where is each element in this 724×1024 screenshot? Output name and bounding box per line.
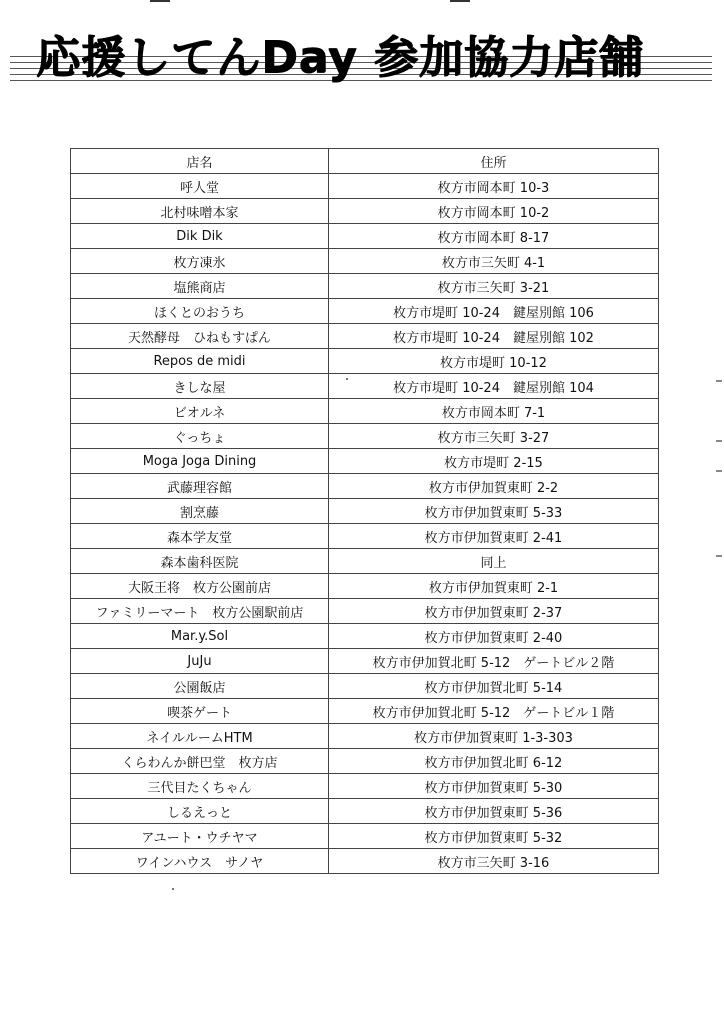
store-name-cell: 森本歯科医院 xyxy=(71,549,329,574)
store-address-cell: 枚方市伊加賀東町 2-41 xyxy=(329,524,659,549)
table-row xyxy=(71,224,659,249)
store-name-cell: 割烹藤 xyxy=(71,499,329,524)
store-address-cell: 枚方市伊加賀東町 1-3-303 xyxy=(329,724,659,749)
store-address-cell: 枚方市伊加賀北町 5-14 xyxy=(329,674,659,699)
table-row xyxy=(71,849,659,874)
scan-mark xyxy=(450,0,470,2)
table-row xyxy=(71,524,659,549)
table-row xyxy=(71,174,659,199)
store-name-cell: アユート・ウチヤマ xyxy=(71,824,329,849)
table-row xyxy=(71,349,659,374)
table-row xyxy=(71,274,659,299)
store-address-cell: 枚方市伊加賀北町 5-12 ゲートビル２階 xyxy=(329,649,659,674)
store-address-cell: 枚方市伊加賀東町 5-32 xyxy=(329,824,659,849)
store-address-cell: 枚方市伊加賀東町 2-40 xyxy=(329,624,659,649)
store-name-cell: しるえっと xyxy=(71,799,329,824)
store-address-cell: 枚方市伊加賀北町 6-12 xyxy=(329,749,659,774)
store-name-cell: JuJu xyxy=(71,649,329,674)
store-address-cell: 枚方市三矢町 4-1 xyxy=(329,249,659,274)
table-row xyxy=(71,724,659,749)
store-name-cell: ぐっちょ xyxy=(71,424,329,449)
scan-mark xyxy=(150,0,170,2)
store-name-cell: ワインハウス サノヤ xyxy=(71,849,329,874)
store-address-cell: 枚方市堤町 10-12 xyxy=(329,349,659,374)
store-name-cell: Dik Dik xyxy=(71,224,329,249)
table-row xyxy=(71,624,659,649)
table-row xyxy=(71,824,659,849)
store-address-cell: 枚方市堤町 10-24 鍵屋別館 102 xyxy=(329,324,659,349)
store-name-cell: ファミリーマート 枚方公園駅前店 xyxy=(71,599,329,624)
store-address-cell: 枚方市三矢町 3-16 xyxy=(329,849,659,874)
table-header-row xyxy=(71,149,659,174)
store-name-cell: ビオルネ xyxy=(71,399,329,424)
store-address-cell: 枚方市堤町 10-24 鍵屋別館 104 xyxy=(329,374,659,399)
store-name-cell: ネイルルームHTM xyxy=(71,724,329,749)
scan-mark xyxy=(716,380,722,382)
table-row xyxy=(71,474,659,499)
table-row xyxy=(71,599,659,624)
store-address-cell: 枚方市伊加賀東町 2-1 xyxy=(329,574,659,599)
store-name-cell: 三代目たくちゃん xyxy=(71,774,329,799)
table-row xyxy=(71,674,659,699)
store-name-cell: 北村味噌本家 xyxy=(71,199,329,224)
store-name-cell: くらわんか餅巴堂 枚方店 xyxy=(71,749,329,774)
title-area xyxy=(0,0,724,100)
page-title: 応援してんDay 参加協力店舗 xyxy=(36,32,644,83)
store-address-cell: 枚方市岡本町 10-3 xyxy=(329,174,659,199)
table-row xyxy=(71,299,659,324)
store-address-cell: 枚方市岡本町 8-17 xyxy=(329,224,659,249)
store-name-cell: Repos de midi xyxy=(71,349,329,374)
table-row xyxy=(71,424,659,449)
store-address-cell: 枚方市伊加賀東町 5-30 xyxy=(329,774,659,799)
scan-mark xyxy=(716,440,722,442)
store-name-cell: 塩熊商店 xyxy=(71,274,329,299)
store-address-cell: 枚方市伊加賀東町 2-37 xyxy=(329,599,659,624)
header-address: 住所 xyxy=(329,149,659,174)
scan-speck xyxy=(172,888,174,890)
table-row xyxy=(71,324,659,349)
store-name-cell: 喫茶ゲート xyxy=(71,699,329,724)
store-name-cell: ほくとのおうち xyxy=(71,299,329,324)
store-address-cell: 枚方市堤町 2-15 xyxy=(329,449,659,474)
table-row xyxy=(71,574,659,599)
store-table xyxy=(70,148,659,874)
store-address-cell: 枚方市岡本町 10-2 xyxy=(329,199,659,224)
table-row xyxy=(71,249,659,274)
store-name-cell: きしな屋 xyxy=(71,374,329,399)
header-store-name: 店名 xyxy=(71,149,329,174)
store-name-cell: 森本学友堂 xyxy=(71,524,329,549)
table-row xyxy=(71,199,659,224)
store-address-cell: 枚方市三矢町 3-21 xyxy=(329,274,659,299)
store-name-cell: 枚方凍氷 xyxy=(71,249,329,274)
store-address-cell: 枚方市伊加賀東町 5-36 xyxy=(329,799,659,824)
store-address-cell: 枚方市伊加賀東町 2-2 xyxy=(329,474,659,499)
store-address-cell: 枚方市伊加賀北町 5-12 ゲートビル１階 xyxy=(329,699,659,724)
store-name-cell: 呼人堂 xyxy=(71,174,329,199)
table-row xyxy=(71,399,659,424)
table-row xyxy=(71,549,659,574)
store-name-cell: Moga Joga Dining xyxy=(71,449,329,474)
table-row xyxy=(71,749,659,774)
store-address-cell: 枚方市伊加賀東町 5-33 xyxy=(329,499,659,524)
table-row xyxy=(71,374,659,399)
store-name-cell: 大阪王将 枚方公園前店 xyxy=(71,574,329,599)
store-address-cell: 同上 xyxy=(329,549,659,574)
table-row xyxy=(71,699,659,724)
store-name-cell: 天然酵母 ひねもすぱん xyxy=(71,324,329,349)
scan-mark xyxy=(716,555,722,557)
table-row xyxy=(71,799,659,824)
table-row xyxy=(71,649,659,674)
store-name-cell: Mar.y.Sol xyxy=(71,624,329,649)
store-address-cell: 枚方市三矢町 3-27 xyxy=(329,424,659,449)
store-name-cell: 公園飯店 xyxy=(71,674,329,699)
store-address-cell: 枚方市堤町 10-24 鍵屋別館 106 xyxy=(329,299,659,324)
store-name-cell: 武藤理容館 xyxy=(71,474,329,499)
table-row xyxy=(71,499,659,524)
table-row xyxy=(71,774,659,799)
table-row xyxy=(71,449,659,474)
scan-mark xyxy=(716,470,722,472)
store-address-cell: 枚方市岡本町 7-1 xyxy=(329,399,659,424)
